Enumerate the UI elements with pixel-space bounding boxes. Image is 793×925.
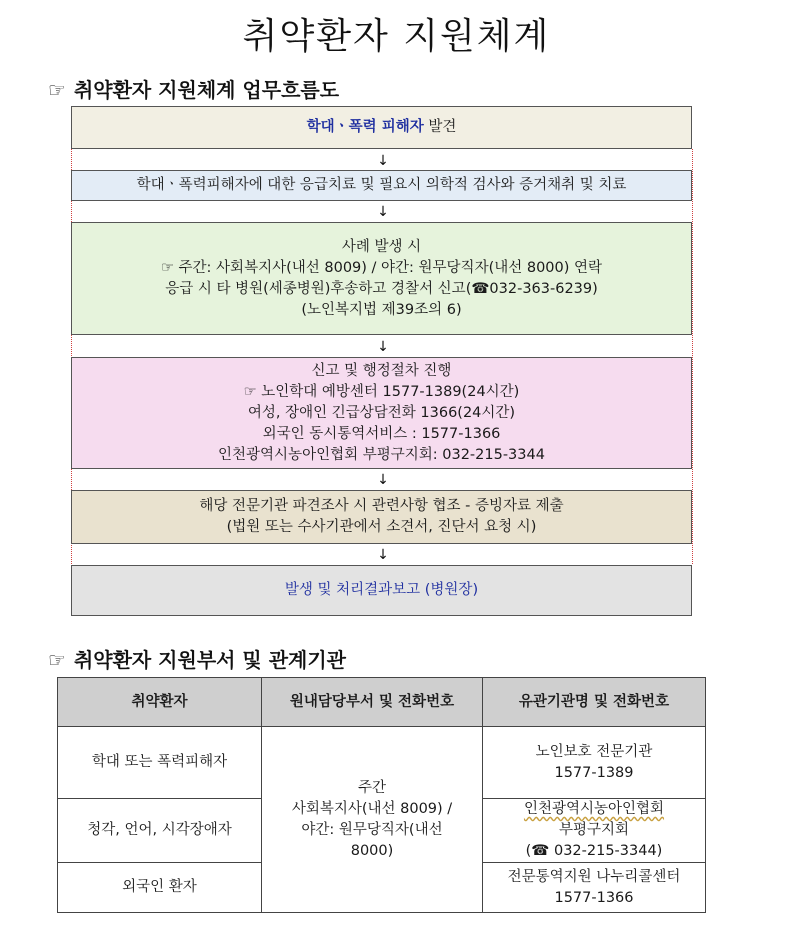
agency-line-2: 1577-1389 (554, 764, 634, 781)
flow-step-investigation (71, 490, 692, 544)
report-line-5: 인천광역시농아인협회 부평구지회: 032-215-3344 (218, 446, 545, 463)
final-report-text: 발생 및 처리결과보고 (병원장) (284, 582, 479, 598)
down-arrow-icon: ↓ (377, 339, 389, 355)
agency-line-1: 노인보호 전문기관 (535, 743, 653, 760)
agency-cell (483, 727, 706, 799)
table-row (58, 727, 706, 799)
agency-line-2: 부평구지회 (558, 822, 630, 838)
header-agency: 유관기관명 및 전화번호 (483, 678, 706, 727)
flow-step-final-report (71, 565, 692, 616)
support-table (57, 677, 706, 913)
dept-line-3: 야간: 원무당직자(내선 (301, 821, 443, 838)
investigation-line-1: 해당 전문기관 파견조사 시 관련사항 협조 - 증빙자료 제출 (199, 498, 564, 514)
down-arrow-icon: ↓ (377, 547, 389, 563)
down-arrow-icon: ↓ (377, 472, 389, 488)
incident-line-3: 응급 시 타 병원(세종병원)후송하고 경찰서 신고(☎032-363-6239) (165, 280, 598, 297)
pointing-hand-icon: ☞ (48, 648, 66, 672)
flow-step-discovery (71, 106, 692, 149)
flow-section-heading-text: 취약환자 지원체계 업무흐름도 (73, 78, 340, 102)
incident-line-1: 사례 발생 시 (341, 238, 422, 255)
emergency-care-text: 학대ㆍ폭력피해자에 대한 응급치료 및 필요시 의학적 검사와 증거채취 및 치료 (136, 177, 627, 193)
report-line-4: 외국인 동시통역서비스 : 1577-1366 (262, 425, 501, 442)
dept-line-2: 사회복지사(내선 8009) / (291, 800, 453, 817)
agency-line-1: 인천광역시농아인협회 (523, 801, 665, 817)
victim-label: 학대ㆍ폭력 피해자 (306, 119, 424, 135)
agency-line-1 (487, 867, 701, 888)
patient-cell: 학대 또는 폭력피해자 (58, 727, 262, 799)
flow-step-incident (71, 222, 692, 335)
agency-cell (483, 799, 706, 863)
discovery-label: 발견 (423, 119, 457, 135)
header-department: 원내담당부서 및 전화번호 (262, 678, 483, 727)
incident-line-4: (노인복지법 제39조의 6) (301, 301, 462, 318)
pointing-hand-icon: ☞ (48, 78, 66, 102)
support-section-heading (48, 644, 346, 673)
incident-line-2: ☞ 주간: 사회복지사(내선 8009) / 야간: 원무당직자(내선 8000) 연락 (160, 259, 603, 276)
down-arrow-icon: ↓ (377, 204, 389, 220)
table-header-row (58, 678, 706, 727)
report-line-2: ☞ 노인학대 예방센터 1577-1389(24시간) (243, 383, 520, 400)
dept-line-4: 8000) (350, 842, 394, 859)
flow-step-report (71, 357, 692, 469)
investigation-line-2: (법원 또는 수사기관에서 소견서, 진단서 요청 시) (226, 519, 537, 535)
report-line-1: 신고 및 행정절차 진행 (311, 362, 452, 379)
agency-line-2: 1577-1366 (554, 889, 634, 906)
flow-step-emergency-care (71, 170, 692, 201)
agency-name: 전문통역지원 나누리콜센터 (507, 868, 681, 885)
flow-section-heading (48, 74, 339, 103)
report-line-3: 여성, 장애인 긴급상담전화 1366(24시간) (247, 404, 516, 421)
patient-cell: 외국인 환자 (58, 863, 262, 913)
agency-line-3: (☎ 032-215-3344) (525, 843, 663, 859)
support-section-heading-text: 취약환자 지원부서 및 관계기관 (73, 648, 346, 672)
dotted-guide-right (692, 149, 693, 564)
page-title: 취약환자 지원체계 (242, 16, 551, 57)
patient-cell: 청각, 언어, 시각장애자 (58, 799, 262, 863)
down-arrow-icon: ↓ (377, 153, 389, 169)
header-patient: 취약환자 (58, 678, 262, 727)
agency-cell (483, 863, 706, 913)
department-cell (262, 727, 483, 913)
dept-line-1: 주간 (357, 779, 386, 796)
